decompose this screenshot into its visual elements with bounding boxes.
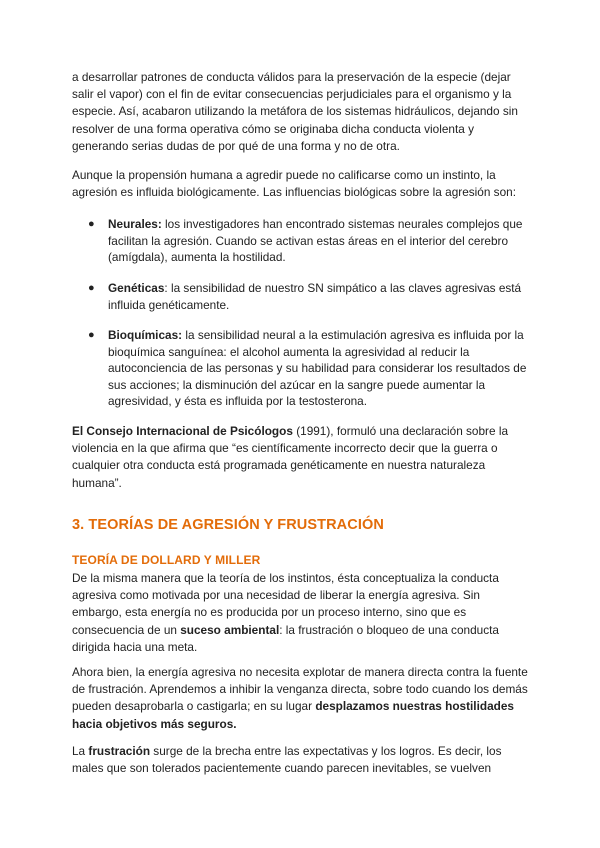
paragraph-instinct-theory: a desarrollar patrones de conducta válidos para la preservación de la especie (dejar salir el vapor) con el fin de evitar consecuencias perjudiciales para el organismo y la especie. Así, acabaron utilizando la metáfora de los sistemas hidráulicos, dejando sin resolver de una forma operativa cómo se originaba dicha conducta violenta y generando serias dudas de por qué de una forma y no de otra. [72, 70, 518, 153]
paragraph-frustration [72, 743, 532, 777]
subsection-title: TEORÍA DE DOLLARD Y MILLER [72, 553, 261, 567]
bullet-icon: ● [88, 218, 95, 230]
text-run: Ahora bien, la energía agresiva no necesita explotar de manera directa contra la fuente de frustración. Aprendemos a inhibir la venganza directa, sobre todo cuando los demás pueden desaprobarla o castigarla; en su lugar [72, 665, 528, 714]
council-text: (1991), formuló una declaración sobre la violencia en la que afirma que “es científicamente incorrecto decir que la guerra o cualquier otra conducta está programada genéticamente en nuestra naturaleza humana”. [72, 424, 509, 490]
emphasis-text: suceso ambiental [180, 622, 280, 637]
paragraph-biological-influences: Aunque la propensión humana a agredir puede no calificarse como un instinto, la agresión es influida biológicamente. Las influencias biológicas sobre la agresión son: [72, 168, 516, 200]
text-run: surge de la brecha entre las expectativas y los logros. Es decir, los males que son tolerados pacientemente cuando parecen inevitables, se vuelven [72, 744, 502, 776]
bullet-term: Bioquímicas: [108, 328, 183, 342]
emphasis-text: frustración [88, 744, 151, 758]
bullet-text: : la sensibilidad de nuestro SN simpático a las claves agresivas está influida genéticamente. [108, 281, 522, 312]
paragraph-dollard-miller [72, 570, 532, 656]
text-run: De la misma manera que la teoría de los instintos, ésta conceptualiza la conducta agresiva como motivada por una necesidad de liberar la energía agresiva. Sin embargo, esta energía no es producida por un proceso interno, sino que es consecuencia de un [72, 571, 499, 637]
bullet-text: los investigadores han encontrado sistemas neurales complejos que facilitan la agresión. Cuando se activan estas áreas en el interior del cerebro (amígdala), aumenta la hostilidad. [108, 217, 523, 264]
bullet-term: Genéticas [108, 281, 165, 295]
paragraph-displacement [72, 664, 532, 733]
emphasis-text: desplazamos nuestras hostilidades hacia objetivos más seguros. [72, 699, 514, 731]
council-name: El Consejo Internacional de Psicólogos [72, 424, 293, 438]
paragraph-psychologists-council [72, 423, 532, 492]
bullet-text: la sensibilidad neural a la estimulación agresiva es influida por la bioquímica sanguínea: el alcohol aumenta la agresividad al reducir la autoconciencia de las personas y su habilidad para considerar los resultados de sus acciones; la disminución del azúcar en la sangre puede aumentar la agresividad, y ésta es influida por la testosterona. [108, 328, 527, 408]
text-run: : la frustración o bloqueo de una conducta dirigida hacia una meta. [72, 622, 499, 654]
bullet-icon: ● [88, 329, 95, 341]
bullet-term: Neurales: [108, 217, 162, 231]
section-title: 3. TEORÍAS DE AGRESIÓN Y FRUSTRACIÓN [72, 517, 384, 533]
bullet-icon: ● [88, 282, 95, 294]
text-run: La [72, 744, 89, 758]
